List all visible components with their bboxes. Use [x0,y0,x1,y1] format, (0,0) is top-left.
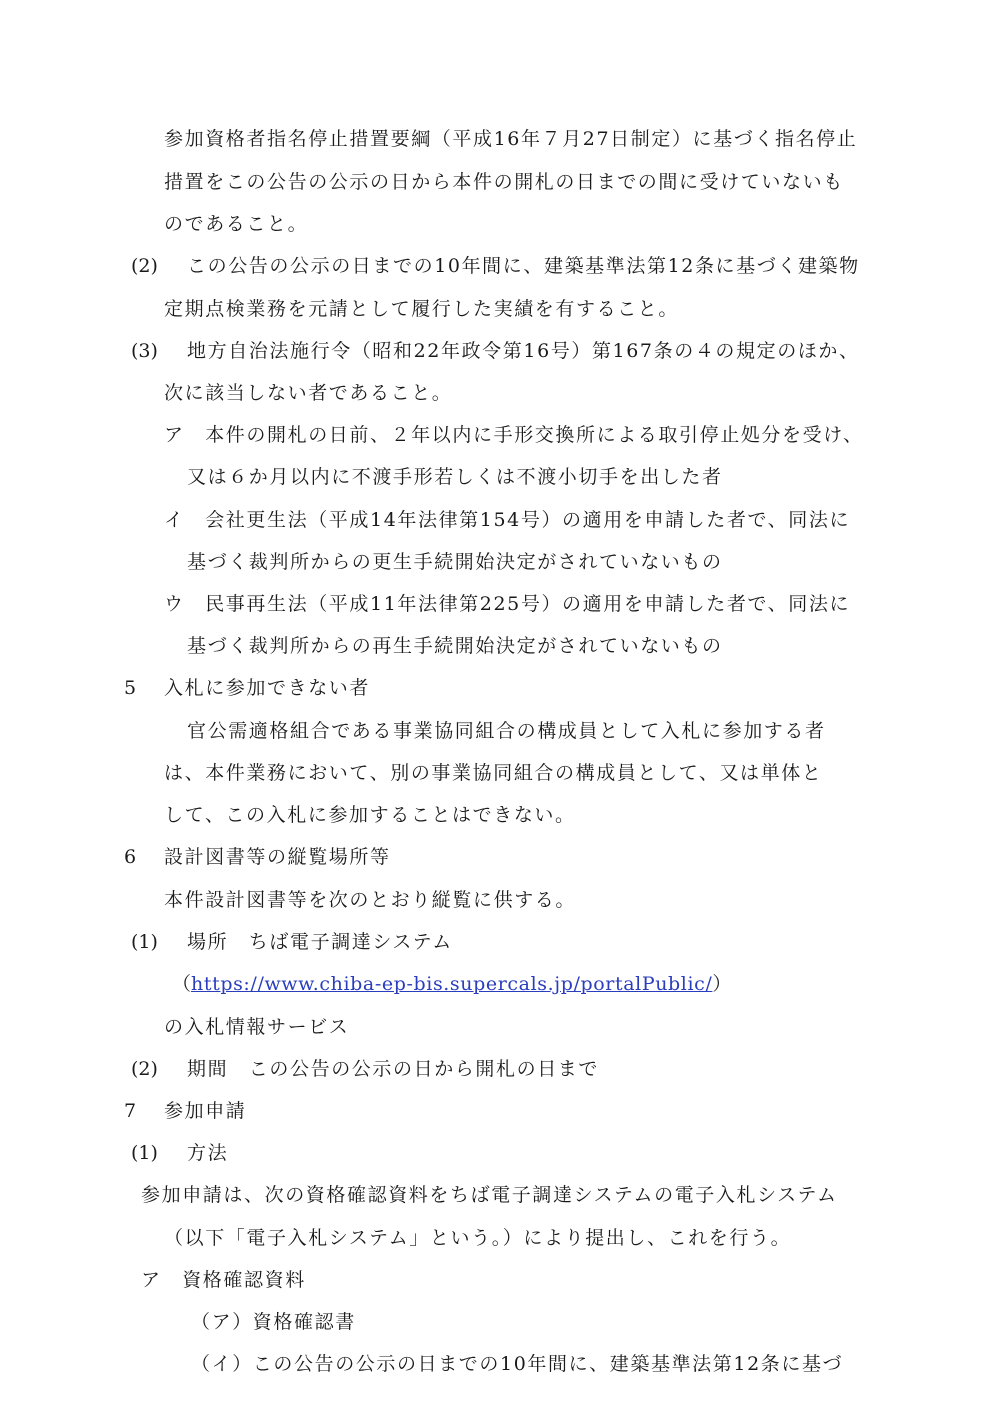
text-line: ア 本件の開札の日前、２年以内に手形交換所による取引停止処分を受け、 [164,424,864,446]
text-line: のであること。 [164,213,309,235]
text-line: （イ）この公告の公示の日までの10年間に、建築基準法第12条に基づ [191,1353,844,1375]
url-close-paren: ） [712,973,732,995]
text-line: 期間 この公告の公示の日から開札の日まで [187,1058,600,1080]
url-open-paren: （ [172,973,192,995]
text-line: 基づく裁判所からの再生手続開始決定がされていないもの [187,635,723,657]
item-number: (3) [131,340,158,362]
item-number: (1) [131,931,158,953]
text-line: イ 会社更生法（平成14年法律第154号）の適用を申請した者で、同法に [164,509,851,531]
section-number: 5 [124,677,137,699]
text-line: この公告の公示の日までの10年間に、建築基準法第12条に基づく建築物 [187,255,860,277]
item-number: (2) [131,255,158,277]
section-number: 6 [124,846,137,868]
text-line: 本件設計図書等を次のとおり縦覧に供する。 [164,889,577,911]
section-heading: 設計図書等の縦覧場所等 [164,846,391,868]
text-line: 基づく裁判所からの更生手続開始決定がされていないもの [187,551,723,573]
text-line: 方法 [187,1142,229,1164]
text-line: （ア）資格確認書 [191,1311,356,1333]
text-line: 次に該当しない者であること。 [164,382,453,404]
text-line: 官公需適格組合である事業協同組合の構成員として入札に参加する者 [187,720,826,742]
item-number: (1) [131,1142,158,1164]
section-heading: 参加申請 [164,1100,247,1122]
text-line: して、この入札に参加することはできない。 [164,804,576,826]
text-line: は、本件業務において、別の事業協同組合の構成員として、又は単体と [164,762,823,784]
item-number: (2) [131,1058,158,1080]
text-line: 又は６か月以内に不渡手形若しくは不渡小切手を出した者 [187,466,723,488]
text-line: ア 資格確認資料 [141,1269,306,1291]
text-line: 措置をこの公告の公示の日から本件の開札の日までの間に受けていないも [164,171,844,193]
text-line: 地方自治法施行令（昭和22年政令第16号）第167条の４の規定のほか、 [187,340,860,362]
portal-url-link[interactable]: https://www.chiba-ep-bis.supercals.jp/portalPublic/ [191,973,713,995]
section-heading: 入札に参加できない者 [164,677,371,699]
text-line: 参加申請は、次の資格確認資料をちば電子調達システムの電子入札システム [141,1184,838,1206]
text-line: 定期点検業務を元請として履行した実績を有すること。 [164,298,680,320]
url-line [172,971,731,997]
section-number: 7 [124,1100,137,1122]
text-line: 場所 ちば電子調達システム [187,931,453,953]
text-line: （以下「電子入札システム」という。）により提出し、これを行う。 [164,1227,792,1249]
text-line: の入札情報サービス [164,1016,350,1038]
text-line: ウ 民事再生法（平成11年法律第225号）の適用を申請した者で、同法に [164,593,851,615]
text-line: 参加資格者指名停止措置要綱（平成16年７月27日制定）に基づく指名停止 [164,128,858,150]
